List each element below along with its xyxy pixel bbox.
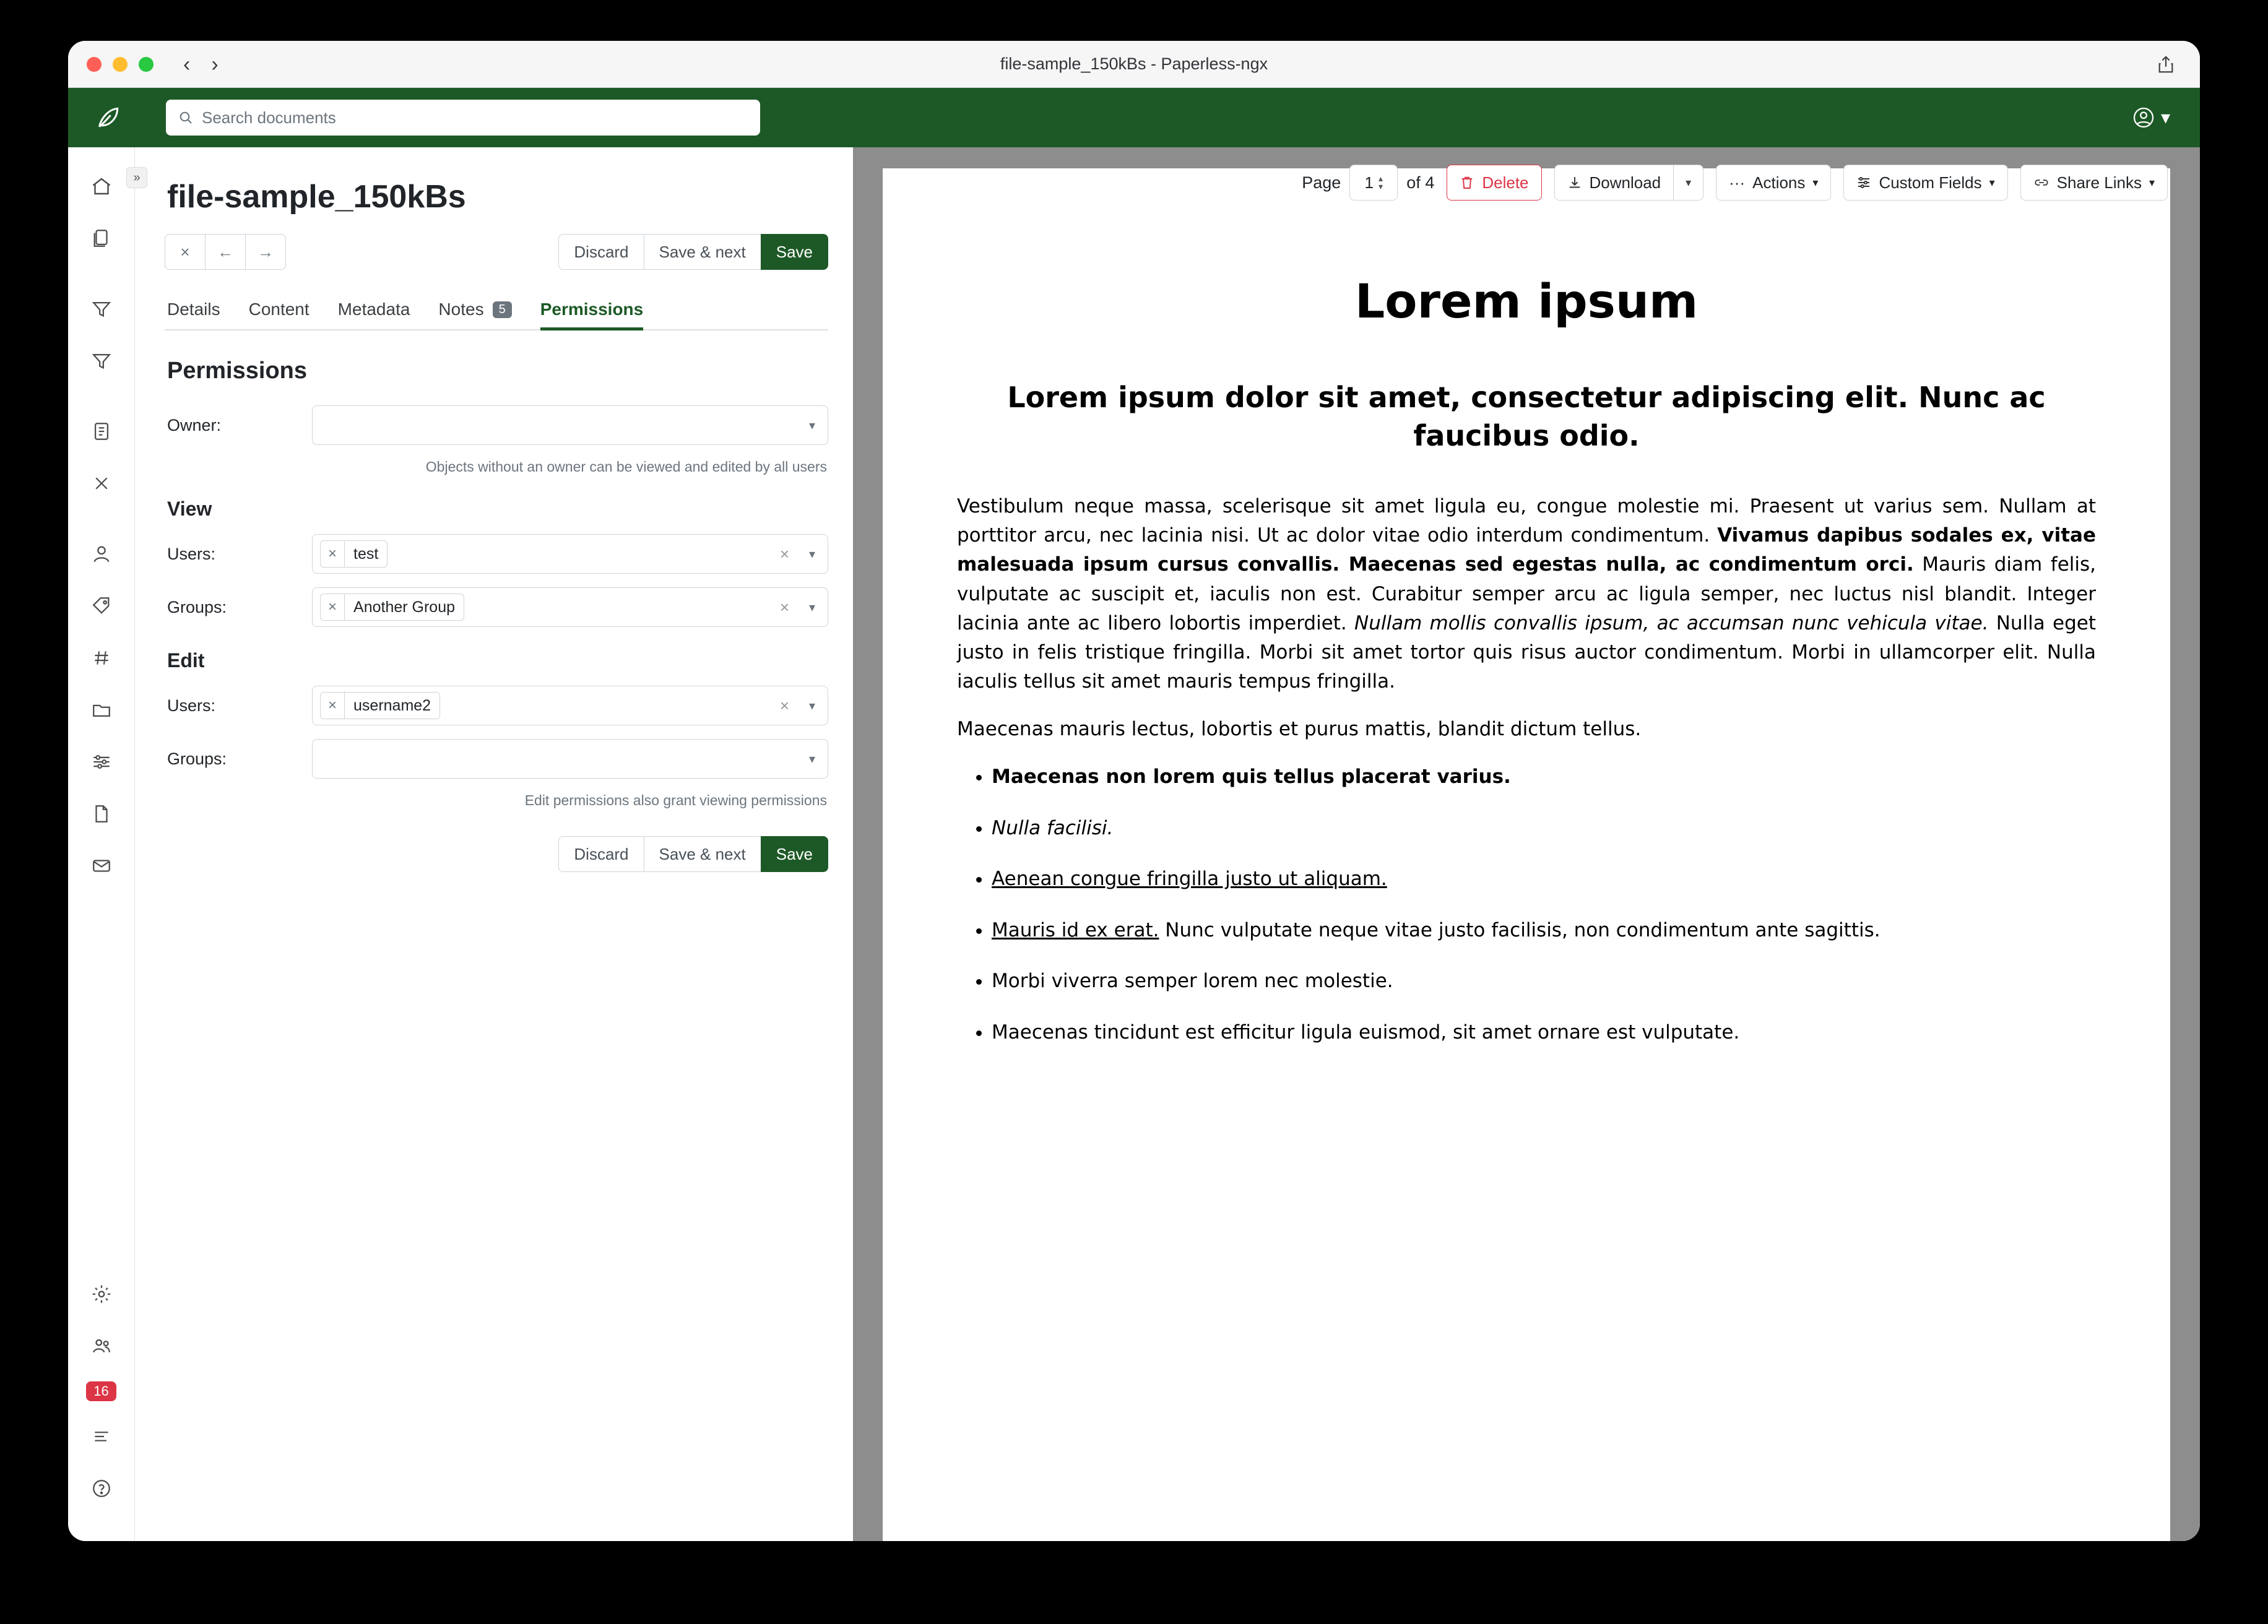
share-links-button[interactable] bbox=[2020, 165, 2168, 201]
chip-view-user[interactable] bbox=[320, 540, 387, 568]
owner-help-text: Objects without an owner can be viewed and edited by all users bbox=[425, 459, 827, 475]
tab-details[interactable] bbox=[167, 300, 220, 329]
owner-row bbox=[165, 405, 828, 445]
sidebar-item-custom-fields[interactable] bbox=[85, 745, 118, 779]
sidebar-item-saved-view-2[interactable] bbox=[85, 344, 118, 378]
preview-paragraph-1 bbox=[957, 492, 2096, 696]
page-label: Page bbox=[1302, 173, 1341, 192]
tab-permissions[interactable] bbox=[540, 300, 644, 329]
search-icon bbox=[178, 110, 193, 125]
edit-groups-row bbox=[165, 739, 828, 779]
edit-section-title: Edit bbox=[167, 649, 205, 672]
sidebar-item-help[interactable] bbox=[85, 1472, 118, 1505]
chevron-down-icon: ▾ bbox=[808, 699, 815, 713]
tab-metadata[interactable] bbox=[338, 300, 410, 329]
sidebar bbox=[68, 147, 141, 1541]
owner-label: Owner: bbox=[167, 415, 222, 434]
sidebar-item-dashboard[interactable] bbox=[85, 170, 118, 203]
chip-edit-user[interactable] bbox=[320, 692, 440, 719]
download-icon bbox=[1567, 175, 1582, 190]
chip-label: Another Group bbox=[353, 598, 456, 616]
sidebar-item-file-tasks[interactable] bbox=[85, 797, 118, 831]
sidebar-item-correspondents[interactable] bbox=[85, 537, 118, 571]
chip-view-group[interactable] bbox=[320, 594, 464, 621]
edit-users-select[interactable] bbox=[312, 686, 828, 725]
save-and-next-button-bottom[interactable]: Save & next bbox=[644, 836, 761, 872]
preview-paragraph-2: Maecenas mauris lectus, lobortis et purus mattis, blandit dictum tellus. bbox=[957, 717, 1642, 740]
delete-label: Delete bbox=[1482, 173, 1529, 192]
page-control bbox=[1302, 165, 1434, 201]
bullet-text-rest: Nunc vulputate neque vitae justo facilisis, non condimentum ante sagittis. bbox=[1159, 918, 1881, 941]
save-group-bottom bbox=[165, 836, 828, 872]
edit-users-label: Users: bbox=[167, 696, 216, 715]
sidebar-item-saved-view-1[interactable] bbox=[85, 292, 118, 326]
page-value: 1 bbox=[1364, 173, 1374, 192]
document-tabs bbox=[165, 300, 828, 330]
chip-remove-icon[interactable]: × bbox=[321, 594, 345, 620]
app-window bbox=[68, 41, 2200, 1541]
ellipsis-icon: ··· bbox=[1729, 173, 1746, 192]
chip-label: username2 bbox=[353, 696, 431, 714]
document-preview-pane bbox=[853, 147, 2200, 1541]
custom-fields-label: Custom Fields bbox=[1879, 173, 1982, 192]
edit-help-text: Edit permissions also grant viewing permissions bbox=[524, 792, 827, 808]
view-groups-label: Groups: bbox=[167, 597, 227, 616]
owner-select[interactable] bbox=[312, 405, 828, 445]
save-and-next-button[interactable]: Save & next bbox=[644, 234, 761, 270]
tab-content[interactable] bbox=[249, 300, 309, 329]
share-links-label: Share Links bbox=[2056, 173, 2142, 192]
user-account-menu[interactable] bbox=[2132, 106, 2170, 129]
chevron-down-icon: ▾ bbox=[2149, 176, 2155, 189]
document-toolbar bbox=[1302, 165, 2168, 201]
preview-heading: Lorem ipsum bbox=[1354, 274, 1699, 329]
bullet-text: Morbi viverra semper lorem nec molestie. bbox=[992, 970, 1393, 993]
sidebar-item-users-groups[interactable] bbox=[85, 1329, 118, 1363]
sidebar-item-document-types[interactable] bbox=[85, 641, 118, 675]
edit-groups-select[interactable] bbox=[312, 739, 828, 779]
preview-subheading: Lorem ipsum dolor sit amet, consectetur adipiscing elit. Nunc ac faucibus odio. bbox=[1007, 381, 2046, 453]
chip-label: test bbox=[353, 545, 379, 563]
tab-label: Notes bbox=[438, 300, 484, 319]
window-titlebar bbox=[68, 41, 2200, 88]
sidebar-item-close-all[interactable] bbox=[85, 467, 118, 500]
bullet-text: Aenean congue fringilla justo ut aliquam. bbox=[992, 868, 1387, 891]
view-users-row bbox=[165, 534, 828, 574]
chevron-down-icon: ▾ bbox=[808, 600, 815, 615]
save-group-top bbox=[558, 234, 828, 270]
sidebar-item-tags[interactable] bbox=[85, 589, 118, 623]
tab-label: Details bbox=[167, 300, 220, 319]
bullet-text: Maecenas tincidunt est efficitur ligula euismod, sit amet ornare est vulputate. bbox=[992, 1021, 1740, 1043]
clear-icon[interactable]: × bbox=[779, 544, 789, 563]
delete-button[interactable] bbox=[1447, 165, 1541, 201]
previous-document-button[interactable]: ← bbox=[205, 234, 246, 270]
search-input[interactable] bbox=[166, 100, 760, 136]
edit-groups-label: Groups: bbox=[167, 749, 227, 768]
view-groups-select[interactable] bbox=[312, 587, 828, 627]
trash-icon bbox=[1460, 175, 1474, 190]
forward-arrow-icon[interactable]: › bbox=[211, 52, 219, 76]
tab-label: Content bbox=[248, 300, 309, 319]
search-placeholder: Search documents bbox=[202, 108, 336, 127]
list-item bbox=[992, 865, 2096, 894]
discard-button-bottom[interactable]: Discard bbox=[558, 836, 644, 872]
sidebar-collapse-toggle[interactable]: » bbox=[126, 167, 147, 188]
clear-icon[interactable]: × bbox=[779, 696, 789, 715]
actions-label: Actions bbox=[1752, 173, 1806, 192]
document-action-row bbox=[165, 234, 828, 270]
download-label: Download bbox=[1589, 173, 1661, 192]
app-body bbox=[68, 147, 2200, 1541]
para1-part-c: Nulla eget justo in felis tristique fringilla. Morbi sit amet tortor quis risus auctor condimentum. Morbi in ullamcorper elit. Nulla iaculis tellus sit amet mauris tempus fringilla. bbox=[957, 611, 2096, 693]
chevron-down-icon: ▾ bbox=[808, 418, 815, 433]
para1-part-b: Mauris diam felis, vulputate ac suscipit et, iaculis non est. Curabitur semper arcu ac ligula semper, nec luctus nisl blandit. Integer lacinia ante ac libero lobortis imperdiet. bbox=[957, 553, 2096, 634]
sidebar-item-mail[interactable] bbox=[85, 849, 118, 883]
list-item bbox=[992, 967, 2096, 996]
custom-fields-button[interactable] bbox=[1843, 165, 2007, 201]
back-arrow-icon[interactable]: ‹ bbox=[183, 52, 191, 76]
para1-italic: Nullam mollis convallis ipsum, ac accumsan nunc vehicula vitae. bbox=[1354, 611, 1989, 634]
view-users-label: Users: bbox=[167, 544, 216, 563]
view-groups-row bbox=[165, 587, 828, 627]
next-document-button[interactable]: → bbox=[245, 234, 286, 270]
bullet-text: Nulla facilisi. bbox=[992, 816, 1114, 839]
edit-users-row bbox=[165, 686, 828, 725]
custom-fields-icon bbox=[1856, 175, 1871, 190]
chip-remove-icon[interactable]: × bbox=[321, 693, 345, 719]
tab-label: Metadata bbox=[337, 300, 410, 319]
view-section-title: View bbox=[167, 498, 212, 520]
tab-label: Permissions bbox=[540, 300, 644, 319]
chevron-down-icon: ▾ bbox=[1812, 176, 1819, 189]
bullet-text: Mauris id ex erat. bbox=[992, 918, 1159, 941]
save-button-bottom[interactable]: Save bbox=[761, 836, 828, 872]
sidebar-item-documents[interactable] bbox=[85, 222, 118, 255]
notification-badge[interactable]: 16 bbox=[86, 1381, 116, 1401]
actions-button[interactable] bbox=[1716, 165, 1831, 201]
sidebar-bottom bbox=[85, 1277, 118, 1541]
clear-icon[interactable]: × bbox=[779, 597, 789, 616]
para1-bold: Vivamus dapibus sodales ex, vitae malesuada ipsum cursus convallis. Maecenas sed egestas nulla, ac condimentum orci. bbox=[957, 524, 2096, 576]
list-item bbox=[992, 762, 2096, 792]
page-total: of 4 bbox=[1406, 173, 1435, 192]
list-item bbox=[992, 814, 2096, 843]
chevron-down-icon: ▾ bbox=[2160, 107, 2170, 128]
chevron-down-icon: ▾ bbox=[1989, 176, 1995, 189]
sidebar-item-settings[interactable] bbox=[85, 1277, 118, 1311]
download-dropdown-toggle[interactable]: ▾ bbox=[1674, 165, 1703, 201]
chevron-down-icon: ▾ bbox=[808, 547, 815, 561]
document-nav-group bbox=[165, 234, 286, 270]
discard-button[interactable]: Discard bbox=[558, 234, 644, 270]
notes-count-badge: 5 bbox=[493, 301, 512, 318]
window-title: file-sample_150kBs - Paperless-ngx bbox=[1000, 54, 1268, 73]
bullet-text: Maecenas non lorem quis tellus placerat varius. bbox=[992, 766, 1511, 788]
paperless-leaf-logo-icon[interactable] bbox=[93, 102, 124, 133]
view-users-select[interactable] bbox=[312, 534, 828, 574]
download-button[interactable] bbox=[1554, 165, 1674, 201]
page-stepper-icon[interactable]: ▴ ▾ bbox=[1379, 173, 1383, 191]
close-document-button[interactable]: × bbox=[165, 234, 206, 270]
para1-part-a: Vestibulum neque massa, scelerisque sit amet ligula eu, congue molestie mi. Praesent ut varius sem. Nullam at porttitor arcu, nec lacinia nisi. Ut ac dolor vitae odio interdum condimentum. bbox=[957, 495, 2096, 547]
tab-notes[interactable] bbox=[438, 300, 511, 329]
page-number-input[interactable] bbox=[1349, 165, 1398, 201]
sidebar-item-logs[interactable] bbox=[85, 1420, 118, 1453]
chevron-down-icon: ▾ bbox=[808, 752, 815, 766]
list-item bbox=[992, 916, 2096, 945]
page-title: file-sample_150kBs bbox=[167, 179, 466, 215]
pdf-page bbox=[883, 168, 2170, 1541]
sidebar-item-storage-paths[interactable] bbox=[85, 693, 118, 727]
app-header bbox=[68, 88, 2200, 147]
document-edit-pane bbox=[135, 147, 853, 1541]
link-icon bbox=[2033, 175, 2049, 190]
chip-remove-icon[interactable]: × bbox=[321, 541, 345, 567]
preview-bullet-list bbox=[957, 762, 2096, 1047]
sidebar-item-open-document[interactable] bbox=[85, 415, 118, 448]
account-avatar-icon bbox=[2132, 106, 2155, 129]
download-split-button bbox=[1554, 165, 1704, 201]
save-buttons-bottom bbox=[558, 836, 828, 872]
list-item bbox=[992, 1018, 2096, 1047]
permissions-section-title: Permissions bbox=[167, 358, 307, 384]
save-button[interactable]: Save bbox=[761, 234, 828, 270]
share-icon[interactable] bbox=[2157, 54, 2175, 75]
